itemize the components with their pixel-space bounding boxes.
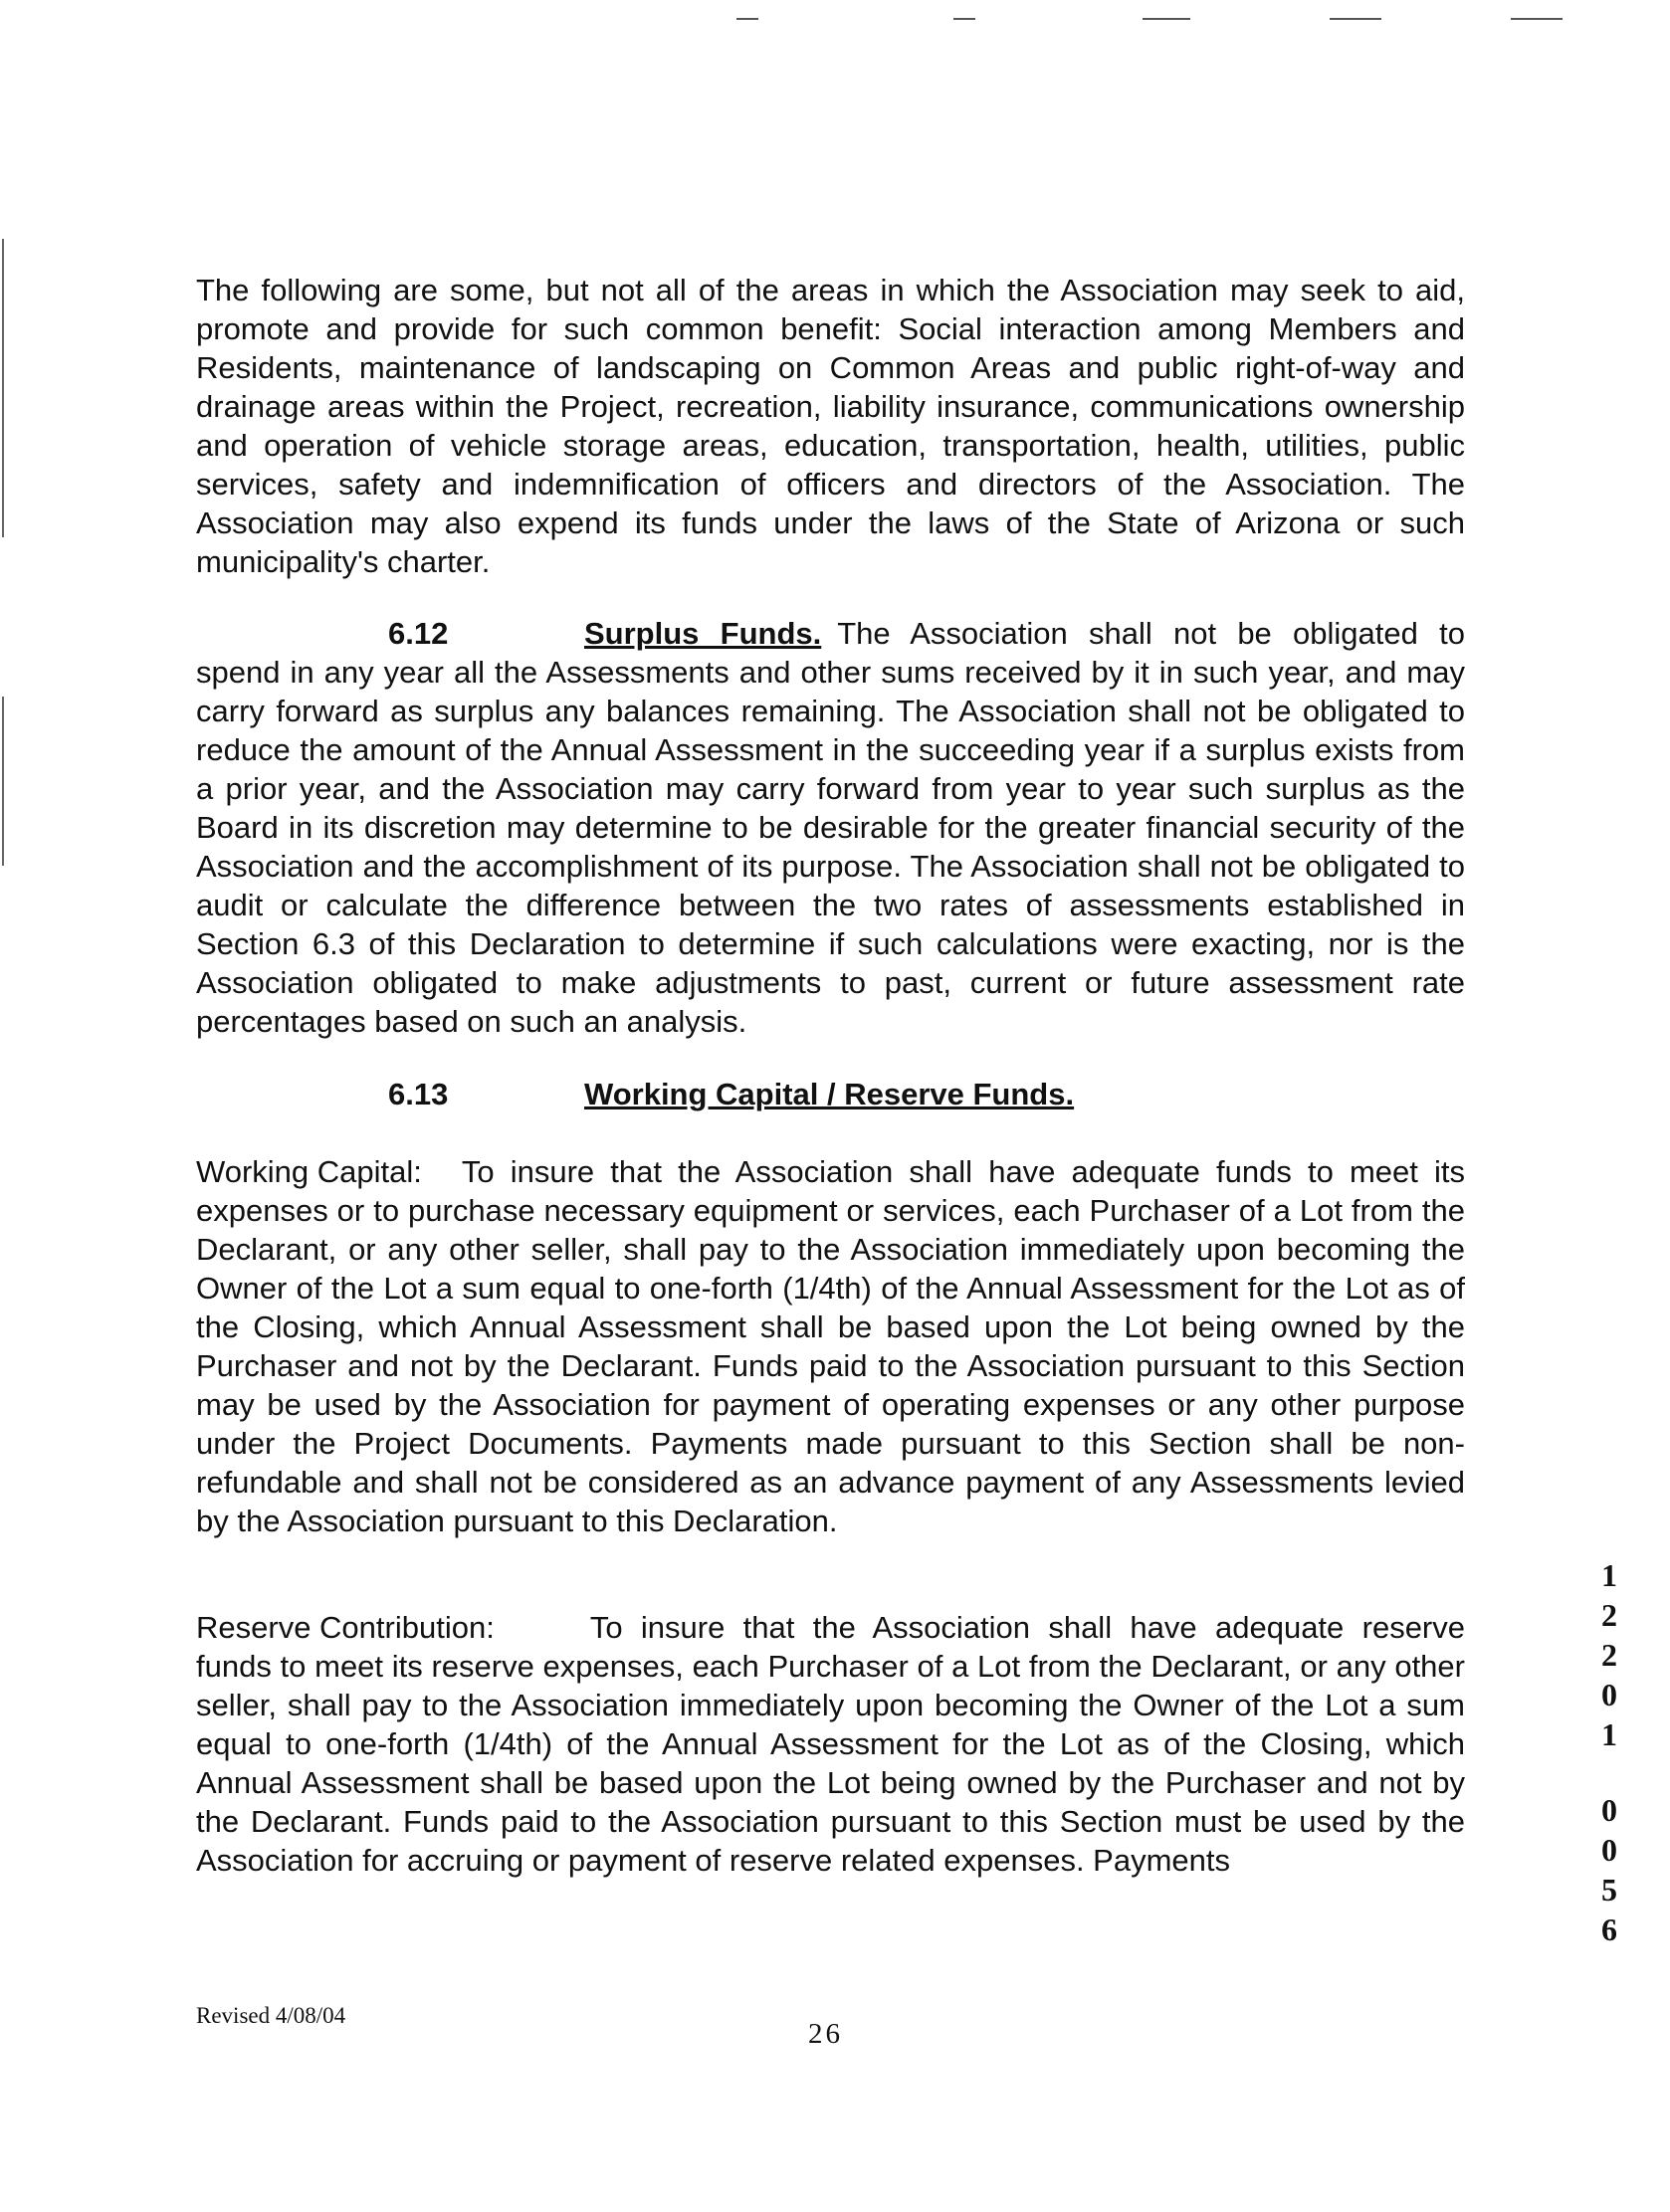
section-number: 6.13 [388, 1077, 449, 1111]
recording-number-stamp [1592, 1555, 1626, 1949]
scan-artifact [2, 239, 4, 537]
scan-artifact [736, 18, 758, 20]
scan-artifact [1330, 18, 1381, 20]
stamp-digit: 5 [1601, 1872, 1617, 1908]
working-capital-label: Working Capital: [196, 1154, 422, 1189]
working-capital-body: To insure that the Association shall have adequate funds to meet its expenses or to purchase necessary equipment or services, each Purchaser of a Lot from the Declarant, or any other seller, shall pay to the Association immediately upon becoming the Owner of the Lot a sum equal to one-forth (1/4th) of the Annual Assessment for the Lot as of the Closing, which Annual Assessment shall be based upon the Lot being owned by the Purchaser and not by the Declarant. Funds paid to the Association pursuant to this Section may be used by the Association for payment of operating expenses or any other purpose under the Project Documents. Payments made pursuant to this Section shall be non-refundable and shall not be considered as an advance payment of any Assessments levied by the Association pursuant to this Declaration. [196, 1154, 1465, 1538]
stamp-digit: 0 [1601, 1677, 1617, 1712]
intro-paragraph: The following are some, but not all of the areas in which the Association may seek to aid, promote and provide for such common benefit: Social interaction among Members and Residents, maintenance of landscaping on Common Areas and public right-of-way and drainage areas within the Project, recreation, liability insurance, communications ownership and operation of vehicle storage areas, education, transportation, health, utilities, public services, safety and indemnification of officers and directors of the Association. The Association may also expend its funds under the laws of the State of Arizona or such municipality's charter. [196, 273, 1465, 579]
stamp-digit: 2 [1601, 1637, 1617, 1673]
stamp-digit: 1 [1601, 1716, 1617, 1752]
section-title: Working Capital / Reserve Funds. [584, 1077, 1075, 1111]
stamp-digit: 1 [1601, 1557, 1617, 1593]
surplus-funds-body: The Association shall not be obligated to spend in any year all the Assessments and other sums received by it in such year, and may carry forward as surplus any balances remaining. The Association shall not be obligated to reduce the amount of the Annual Assessment in the succeeding year if a surplus exists from a prior year, and the Association may carry forward from year to year such surplus as the Board in its discretion may determine to be desirable for the greater financial security of the Association and the accomplishment of its purpose. The Association shall not be obligated to audit or calculate the difference between the two rates of assessments established in Section 6.3 of this Declaration to determine if such calculations were exacting, nor is the Association obligated to make adjustments to past, current or future assessment rate percentages based on such an analysis. [196, 616, 1465, 1039]
scan-artifact [953, 18, 975, 20]
stamp-digit: 0 [1601, 1832, 1617, 1868]
section-number: 6.12 [388, 616, 449, 651]
surplus-funds-paragraph [196, 614, 1465, 1041]
page-number: 26 [808, 2018, 843, 2050]
scan-artifact [1511, 18, 1563, 20]
scan-artifact [1143, 18, 1190, 20]
revision-note: Revised 4/08/04 [196, 2003, 346, 2028]
stamp-digit: 6 [1601, 1911, 1617, 1947]
scan-artifact [2, 697, 4, 866]
section-heading-6-13 [388, 1077, 1074, 1112]
stamp-digit: 2 [1601, 1597, 1617, 1633]
reserve-contribution-body: To insure that the Association shall have adequate reserve funds to meet its reserve expenses, each Purchaser of a Lot from the Declarant, or any other seller, shall pay to the Association immediately upon becoming the Owner of the Lot a sum equal to one-forth (1/4th) of the Annual Assessment for the Lot as of the Closing, which Annual Assessment shall be based upon the Lot being owned by the Purchaser and not by the Declarant. Funds paid to the Association pursuant to this Section must be used by the Association for accruing or payment of reserve related expenses. Payments [196, 1610, 1465, 1878]
working-capital-paragraph [196, 1152, 1465, 1540]
reserve-contribution-label: Reserve Contribution: [196, 1610, 495, 1645]
stamp-digit: 0 [1601, 1792, 1617, 1828]
section-title: Surplus Funds. [584, 616, 822, 651]
reserve-contribution-paragraph [196, 1608, 1465, 1880]
